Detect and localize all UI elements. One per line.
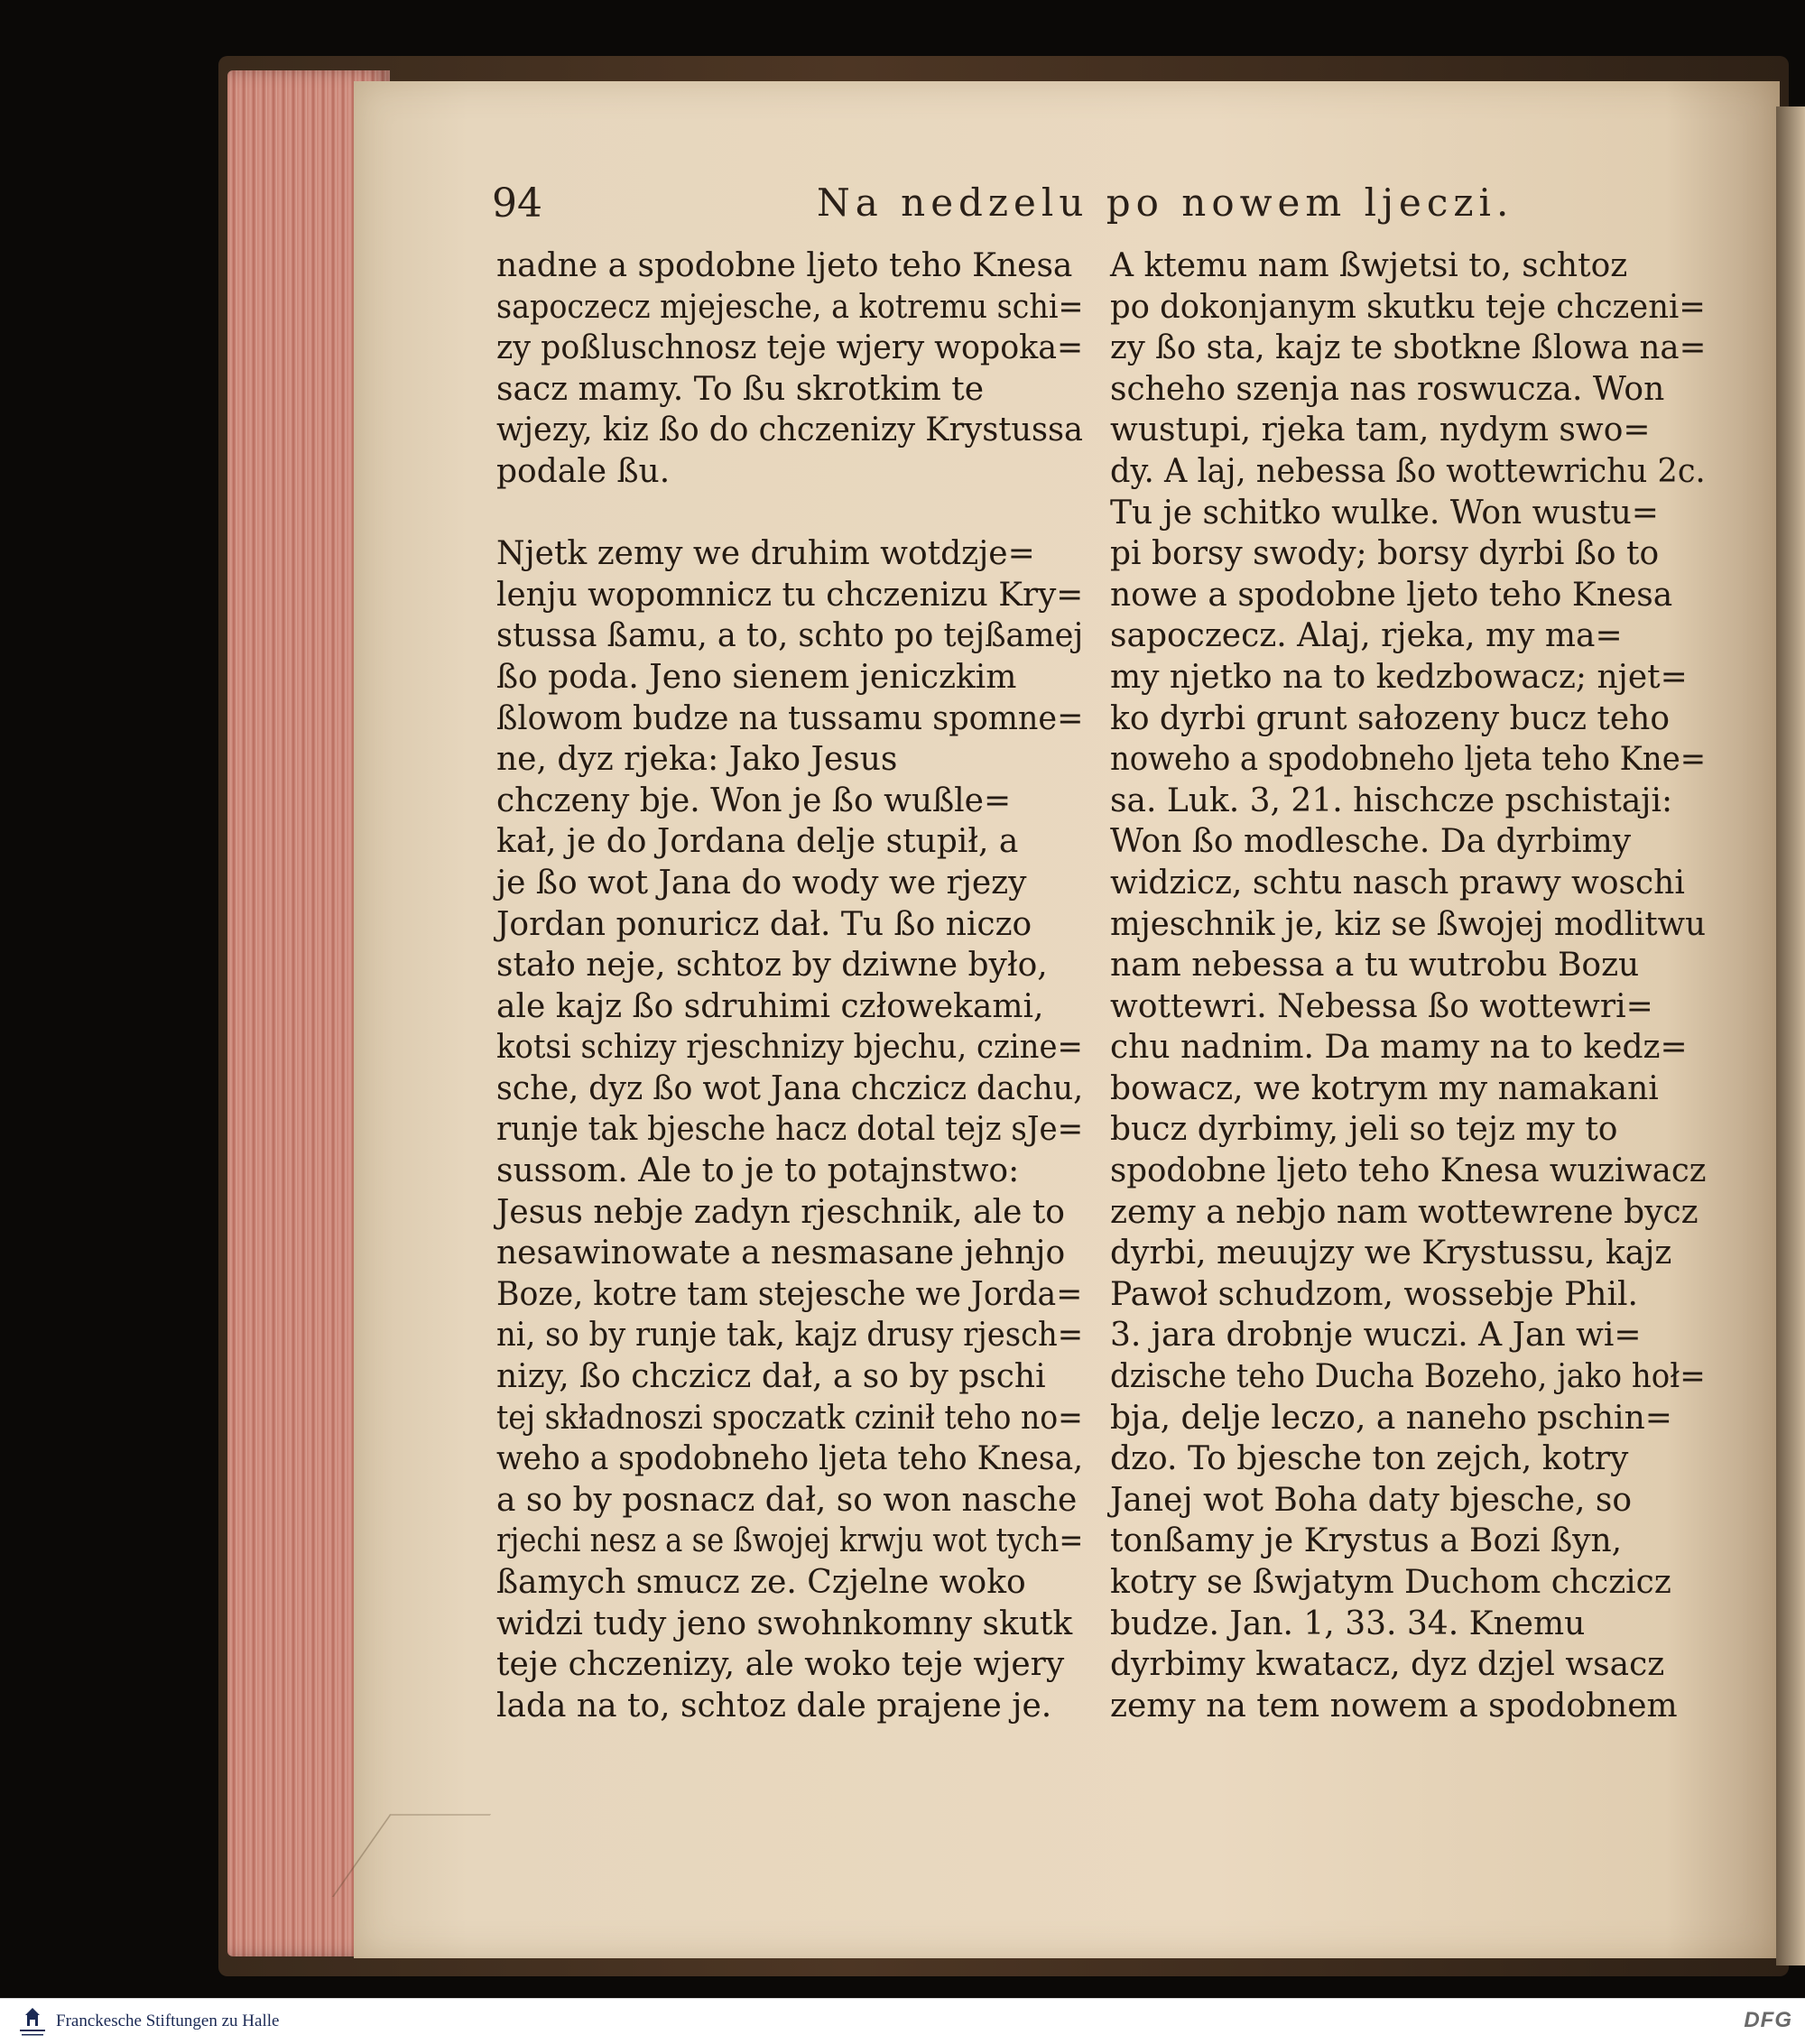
text-line: dzische teho Ducha Bozeho, jako hoł= [1110, 1358, 1706, 1396]
text-line: bowacz, we kotrym my namakani [1110, 1069, 1659, 1107]
dfg-logo: DFG [1744, 2008, 1792, 2032]
text-line: dzo. To bjesche ton zejch, kotry [1110, 1440, 1629, 1478]
text-line: sapoczecz. Alaj, rjeka, my ma= [1110, 617, 1623, 655]
text-line: spodobne ljeto teho Knesa wuziwacz [1110, 1152, 1707, 1190]
text-line: kotry se ßwjatym Duchom chczicz [1110, 1564, 1671, 1601]
text-line: kał, je do Jordana delje stupił, a [496, 823, 1019, 861]
text-line: weho a spodobneho ljeta teho Knesa, [496, 1440, 1084, 1478]
text-line: po dokonjanym skutku teje chczeni= [1110, 288, 1706, 326]
text-line: nam nebessa a tu wutrobu Bozu [1110, 947, 1640, 985]
text-line: kotsi schizy rjeschnizy bjechu, czine= [496, 1029, 1083, 1067]
text-line: A ktemu nam ßwjetsi to, schtoz [1110, 247, 1628, 284]
text-line: chczeny bje. Won je ßo wußle= [496, 782, 1012, 819]
institution-logo [14, 2002, 51, 2040]
text-line: bja, delje leczo, a naneho pschin= [1110, 1399, 1672, 1437]
page-header [492, 180, 1706, 235]
text-line: Won ßo modlesche. Da dyrbimy [1110, 823, 1632, 861]
text-line: teje chczenizy, ale woko teje wjery [496, 1646, 1065, 1684]
text-line: sussom. Ale to je to potajnstwo: [496, 1152, 1020, 1190]
text-line: Jordan ponuricz dał. Tu ßo niczo [496, 905, 1032, 943]
text-line [496, 493, 1083, 534]
text-line: sapoczecz mjejesche, a kotremu schi= [496, 288, 1084, 326]
text-line: scheho szenja nas roswucza. Won [1110, 370, 1665, 408]
left-text-column [496, 245, 1083, 1726]
running-title: Na nedzelu po nowem ljeczi. [817, 180, 1514, 225]
text-line: dy. A laj, nebessa ßo wottewrichu 2c. [1110, 452, 1706, 490]
text-line: ni, so by runje tak, kajz drusy rjesch= [496, 1317, 1084, 1355]
text-line: Janej wot Boha daty bjesche, so [1110, 1481, 1633, 1519]
text-line: zemy na tem nowem a spodobnem [1110, 1687, 1678, 1725]
text-line: Njetk zemy we druhim wotdzje= [496, 535, 1035, 573]
page-number: 94 [492, 180, 542, 227]
text-line: nadne a spodobne ljeto teho Knesa [496, 247, 1073, 284]
text-line: nizy, ßo chczicz dał, a so by pschi [496, 1358, 1046, 1396]
text-line: dyrbi, meuujzy we Krystussu, kajz [1110, 1235, 1672, 1272]
text-line: bucz dyrbimy, jeli so tejz my to [1110, 1111, 1618, 1149]
text-line: Jesus nebje zadyn rjeschnik, ale to [496, 1193, 1065, 1231]
text-line: a so by posnacz dał, so won nasche [496, 1481, 1078, 1519]
text-line: sa. Luk. 3, 21. hischcze pschistaji: [1110, 782, 1673, 819]
text-line: stussa ßamu, a to, schto po tejßamej [496, 617, 1084, 655]
text-line: je ßo wot Jana do wody we rjezy [496, 864, 1027, 902]
text-line: tej składnoszi spoczatk czinił teho no= [496, 1399, 1083, 1437]
text-line: mjeschnik je, kiz se ßwojej modlitwu [1110, 905, 1706, 943]
text-line: tonßamy je Krystus a Bozi ßyn, [1110, 1522, 1623, 1560]
text-line: noweho a spodobneho ljeta teho Kne= [1110, 741, 1707, 779]
text-line: nesawinowate a nesmasane jehnjo [496, 1235, 1066, 1272]
viewer-footer [0, 1998, 1805, 2044]
text-line: dyrbimy kwatacz, dyz dzjel wsacz [1110, 1646, 1665, 1684]
text-line: zemy a nebjo nam wottewrene bycz [1110, 1193, 1699, 1231]
text-line: lenju wopomnicz tu chczenizu Kry= [496, 576, 1084, 614]
text-line: ßamych smucz ze. Czjelne woko [496, 1564, 1026, 1601]
text-line: pi borsy swody; borsy dyrbi ßo to [1110, 535, 1660, 573]
institution-name: Franckesche Stiftungen zu Halle [56, 2012, 280, 2030]
text-line: sacz mamy. To ßu skrotkim te [496, 370, 985, 408]
text-line: ßlowom budze na tussamu spomne= [496, 699, 1084, 737]
text-line: budze. Jan. 1, 33. 34. Knemu [1110, 1605, 1586, 1642]
text-line: zy ßo sta, kajz te sbotkne ßlowa na= [1110, 329, 1707, 367]
right-text-column [1110, 245, 1706, 1726]
facing-page-edge [1776, 106, 1805, 1965]
text-line: widzicz, schtu nasch prawy woschi [1110, 864, 1685, 902]
text-line: my njetko na to kedzbowacz; njet= [1110, 658, 1688, 696]
text-line: runje tak bjesche hacz dotal tejz sJe= [496, 1111, 1084, 1149]
text-line: ßo poda. Jeno sienem jeniczkim [496, 658, 1017, 696]
text-line: podale ßu. [496, 452, 671, 490]
text-line: Tu je schitko wulke. Won wustu= [1110, 494, 1659, 532]
text-line: nowe a spodobne ljeto teho Knesa [1110, 576, 1673, 614]
text-line: 3. jara drobnje wuczi. A Jan wi= [1110, 1317, 1642, 1355]
text-line: rjechi nesz a se ßwojej krwju wot tych= [496, 1522, 1084, 1560]
text-line: widzi tudy jeno swohnkomny skutk [496, 1605, 1073, 1642]
text-line: wottewri. Nebessa ßo wottewri= [1110, 987, 1653, 1025]
text-line: stało neje, schtoz by dziwne było, [496, 947, 1048, 985]
text-line: sche, dyz ßo wot Jana chczicz dachu, [496, 1069, 1084, 1107]
text-line: chu nadnim. Da mamy na to kedz= [1110, 1029, 1688, 1067]
text-line: ko dyrbi grunt sałozeny bucz teho [1110, 699, 1671, 737]
text-line: wjezy, kiz ßo do chczenizy Krystussa [496, 412, 1083, 449]
text-line: zy poßluschnosz teje wjery wopoka= [496, 329, 1084, 367]
text-line: Boze, kotre tam stejesche we Jorda= [496, 1275, 1083, 1313]
text-line: lada na to, schtoz dale prajene je. [496, 1687, 1052, 1725]
text-line: ale kajz ßo sdruhimi człowekami, [496, 987, 1044, 1025]
text-line: Pawoł schudzom, wossebje Phil. [1110, 1275, 1638, 1313]
text-line: wustupi, rjeka tam, nydym swo= [1110, 412, 1651, 449]
text-line: ne, dyz rjeka: Jako Jesus [496, 741, 898, 779]
